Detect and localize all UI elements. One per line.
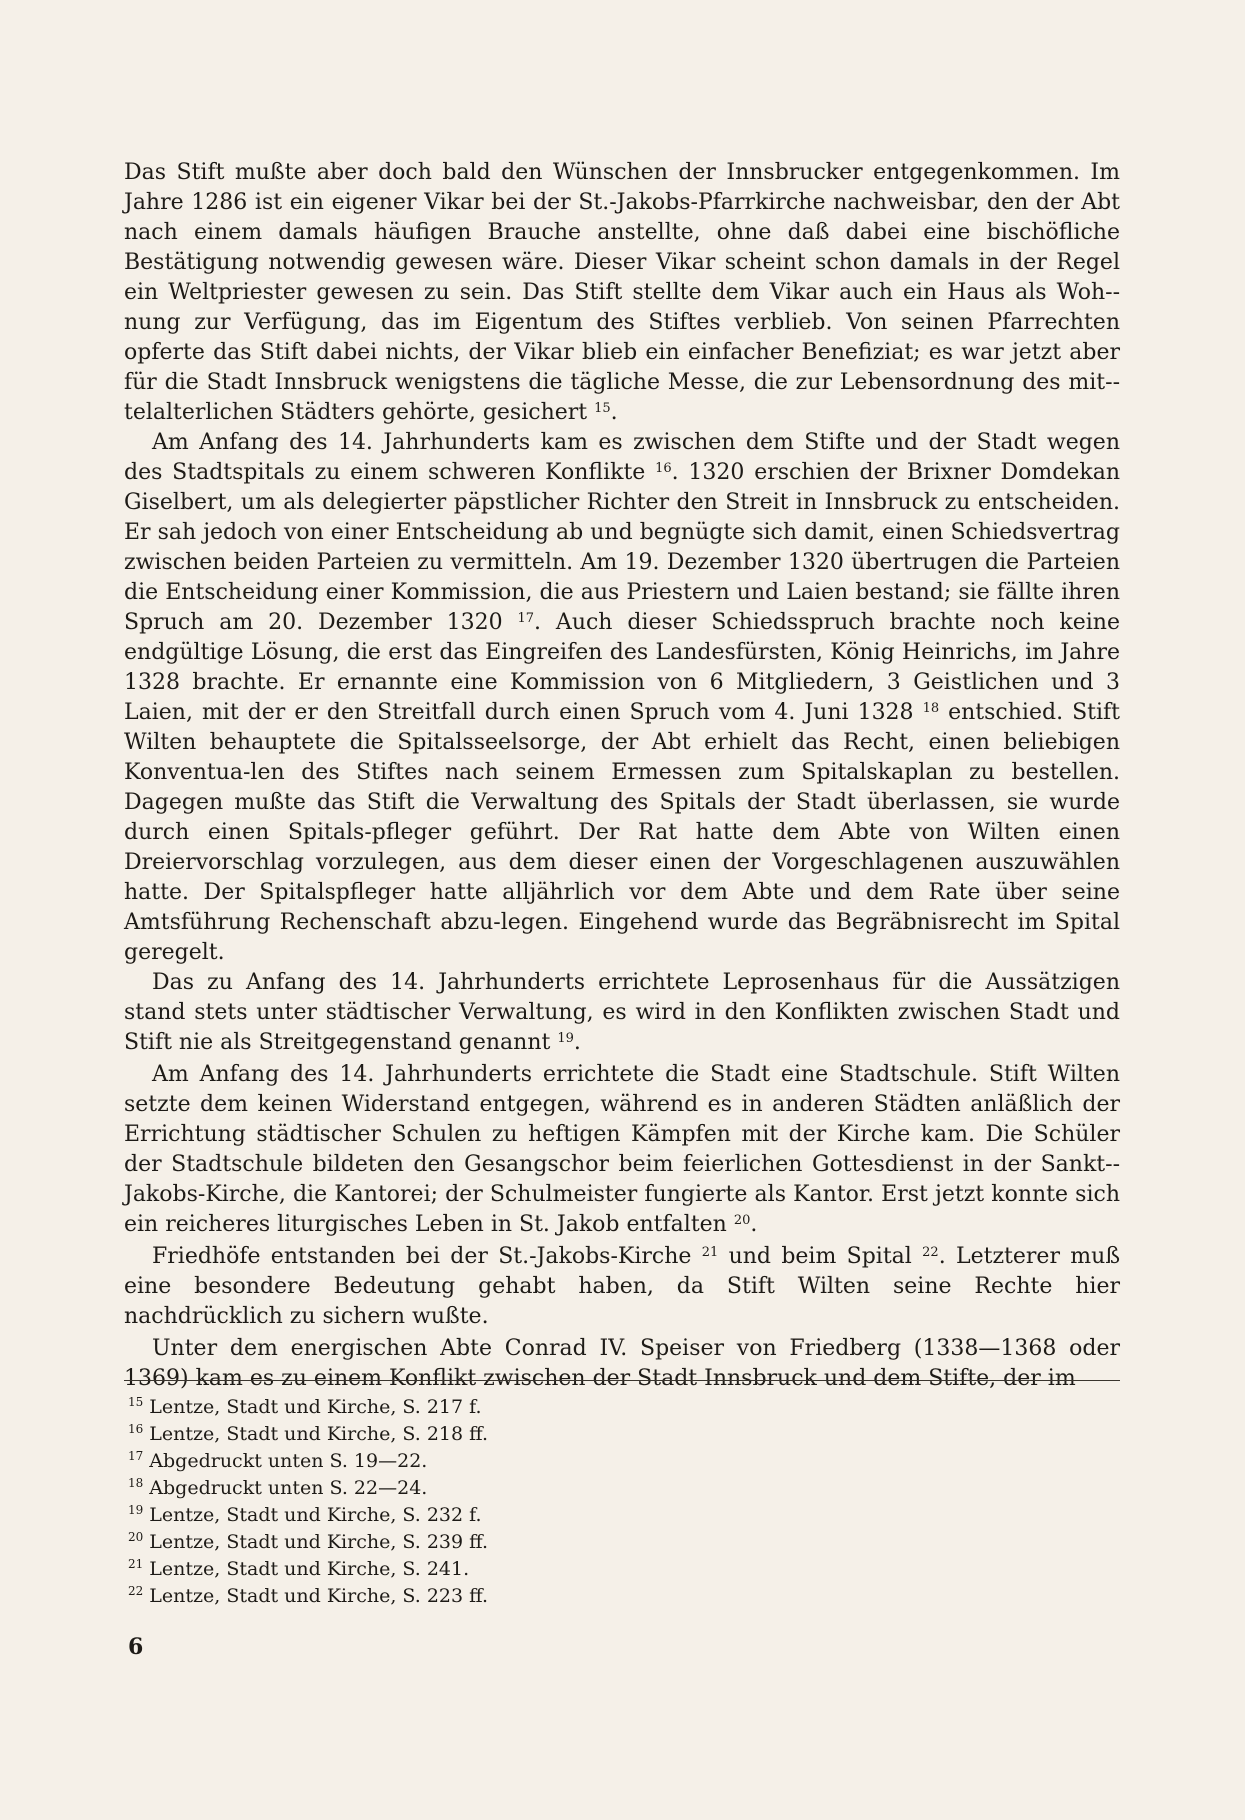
paragraph-text: . Auch dieser Schiedsspruch brachte noch keine endgültige Lösung, die erst das Eingreifen des Landesfürsten, König Heinrichs, im Jahre 1328 brachte. Er ernannte eine Kommission von 6 Mitgliedern, 3 Geistlichen und 3 Laien, mit der er den Streitfall durch einen Spruch vom 4. Juni 1328 [124, 610, 1120, 725]
footnote-text: Lentze, Stadt und Kirche, S. 232 f. [149, 1504, 482, 1526]
footnote-ref: 15 [594, 401, 611, 416]
paragraph-text: Am Anfang des 14. Jahrhunderts errichtete die Stadt eine Stadtschule. Stift Wilten setzte dem keinen Widerstand entgegen, während es in anderen Städten anläßlich der Errichtung städtischer Schulen zu heftigen Kämpfen mit der Kirche kam. Die Schüler der Stadtschule bildeten den Gesangschor beim feierlichen Gottesdienst in der Sankt-Jakobs-Kirche, die Kantorei; der Schulmeister fungierte als Kantor. Erst jetzt konnte sich ein reicheres liturgisches Leben in St. Jakob entfalten [124, 1062, 1120, 1237]
footnote [128, 1394, 728, 1421]
footnote [128, 1475, 728, 1502]
paragraph [124, 428, 1120, 968]
paragraph-text: Friedhöfe entstanden bei der St.-Jakobs-Kirche [152, 1244, 702, 1269]
footnote-ref: 17 [517, 611, 535, 626]
footnote-text: Lentze, Stadt und Kirche, S. 217 f. [149, 1396, 482, 1418]
paragraph-text: Das Stift mußte aber doch bald den Wünschen der Innsbrucker entgegenkommen. Im Jahre 1286 ist ein eigener Vikar bei der St.-Jakobs-Pfarrkirche nachweisbar, den der Abt nach einem damals häufigen Brauche anstellte, ohne daß dabei eine bischöfliche Bestätigung notwendig gewesen wäre. Dieser Vikar scheint schon damals in der Regel ein Weltpriester gewesen zu sein. Das Stift stellte dem Vikar auch ein Haus als Woh-nung zur Verfügung, das im Eigentum des Stiftes verblieb. Von seinen Pfarrechten opferte das Stift dabei nichts, der Vikar blieb ein einfacher Benefiziat; es war jetzt aber für die Stadt Innsbruck wenigstens die tägliche Messe, die zur Lebensordnung des mit-telalterlichen Städters gehörte, gesichert [124, 160, 1120, 425]
footnote-text: Abgedruckt unten S. 22—24. [149, 1477, 428, 1499]
paragraph [124, 1242, 1120, 1332]
footnote-number: 16 [128, 1422, 144, 1436]
page-number: 6 [128, 1634, 144, 1660]
paragraph-text: Am Anfang des 14. Jahrhunderts kam es zwischen dem Stifte und der Stadt wegen des Stadtspitals zu einem schweren Konflikte [124, 430, 1120, 485]
footnote-number: 20 [128, 1530, 144, 1544]
paragraph [124, 1060, 1120, 1240]
footnote-ref: 16 [655, 461, 672, 476]
footnote-number: 18 [128, 1476, 144, 1490]
footnote-text: Lentze, Stadt und Kirche, S. 223 ff. [149, 1585, 488, 1607]
footnote-ref: 22 [922, 1245, 939, 1260]
paragraph-text: . [573, 1030, 581, 1055]
footnote [128, 1556, 728, 1583]
footnote-number: 21 [128, 1557, 144, 1571]
paragraph [124, 968, 1120, 1058]
footnote-text: Lentze, Stadt und Kirche, S. 241. [149, 1558, 470, 1580]
paragraph-text: . [610, 400, 618, 425]
body-text [124, 158, 1120, 1394]
footnote-divider [124, 1380, 1120, 1381]
footnote [128, 1583, 728, 1610]
footnote-ref: 19 [557, 1031, 574, 1046]
paragraph-text: Unter dem energischen Abte Conrad IV. Speiser von Friedberg (1338—1368 oder 1369) kam es zu einem Konflikt zwischen der Stadt Innsbruck und dem Stifte, der im [124, 1336, 1120, 1391]
footnote-ref: 20 [733, 1213, 751, 1228]
footnote-text: Lentze, Stadt und Kirche, S. 218 ff. [149, 1423, 488, 1445]
paragraph-text: und beim Spital [718, 1244, 923, 1269]
footnote-ref: 21 [701, 1245, 719, 1260]
paragraph-text: Das zu Anfang des 14. Jahrhunderts errichtete Leprosenhaus für die Aussätzigen stand stets unter städtischer Verwaltung, es wird in den Konflikten zwischen Stadt und Stift nie als Streitgegenstand genannt [124, 970, 1120, 1055]
paragraph-text: . Letzterer muß eine besondere Bedeutung gehabt haben, da Stift Wilten seine Rechte hier nachdrücklich zu sichern wußte. [124, 1244, 1121, 1329]
footnote-number: 17 [128, 1449, 144, 1463]
footnotes [128, 1394, 728, 1610]
footnote [128, 1421, 728, 1448]
footnote-number: 15 [128, 1395, 144, 1409]
footnote [128, 1448, 728, 1475]
paragraph [124, 158, 1120, 428]
paragraph-text: . 1320 erschien der Brixner Domdekan Giselbert, um als delegierter päpstlicher Richter den Streit in Innsbruck zu entscheiden. Er sah jedoch von einer Entscheidung ab und begnügte sich damit, einen Schiedsvertrag zwischen beiden Parteien zu vermitteln. Am 19. Dezember 1320 übertrugen die Parteien die Entscheidung einer Kommission, die aus Priestern und Laien bestand; sie fällte ihren Spruch am 20. Dezember 1320 [124, 460, 1121, 635]
paragraph [124, 1334, 1120, 1394]
paragraph-text: entschied. Stift Wilten behauptete die Spitalsseelsorge, der Abt erhielt das Recht, einen beliebigen Konventua-len des Stiftes nach seinem Ermessen zum Spitalskaplan zu bestellen. Dagegen mußte das Stift die Verwaltung des Spitals der Stadt überlassen, sie wurde durch einen Spitals-pfleger geführt. Der Rat hatte dem Abte von Wilten einen Dreiervorschlag vorzulegen, aus dem dieser einen der Vorgeschlagenen auszuwählen hatte. Der Spitalspfleger hatte alljährlich vor dem Abte und dem Rate über seine Amtsführung Rechenschaft abzu-legen. Eingehend wurde das Begräbnisrecht im Spital geregelt. [124, 700, 1120, 965]
footnote [128, 1529, 728, 1556]
footnote-ref: 18 [922, 701, 940, 716]
footnote-text: Abgedruckt unten S. 19—22. [149, 1450, 428, 1472]
footnote-number: 22 [128, 1584, 144, 1598]
footnote-text: Lentze, Stadt und Kirche, S. 239 ff. [149, 1531, 488, 1553]
footnote [128, 1502, 728, 1529]
paragraph-text: . [750, 1212, 758, 1237]
footnote-number: 19 [128, 1503, 144, 1517]
